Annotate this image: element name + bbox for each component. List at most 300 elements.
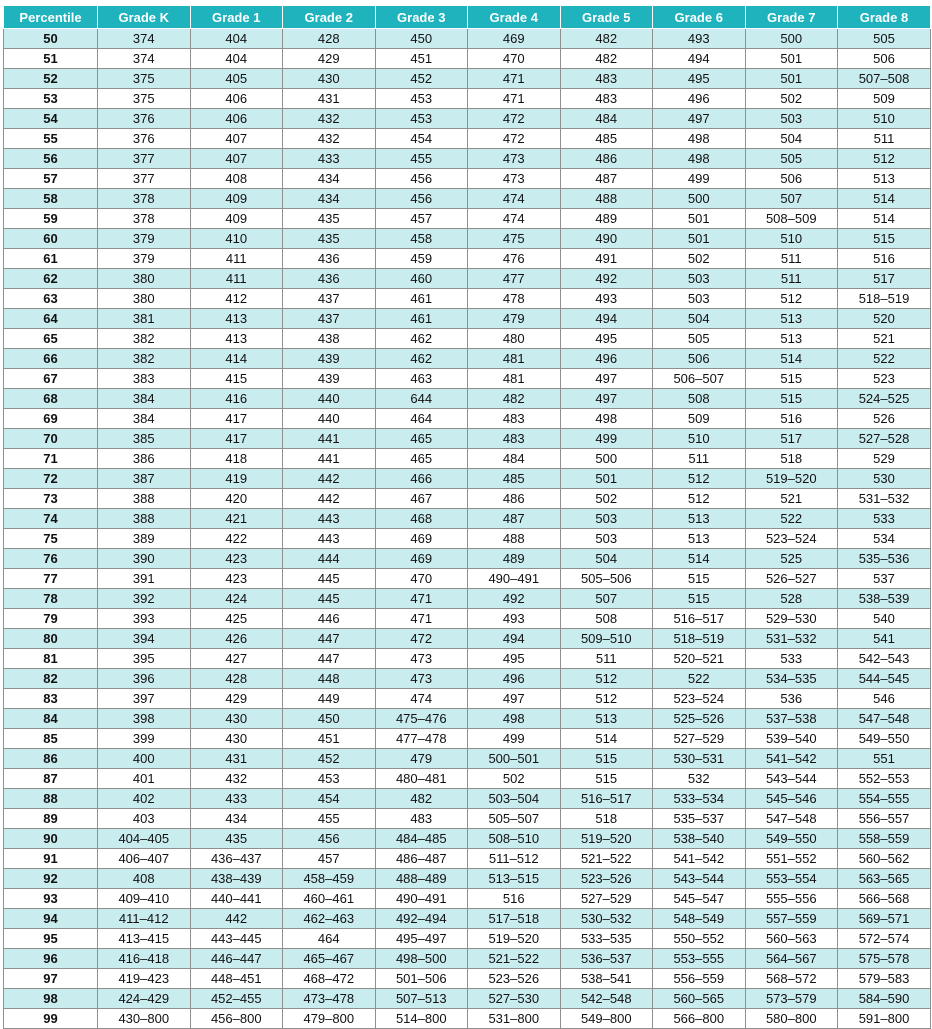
grade-1-cell: 420: [190, 489, 283, 509]
grade-1-cell: 432: [190, 769, 283, 789]
grade-3-cell: 644: [375, 389, 468, 409]
grade-1-cell: 411: [190, 249, 283, 269]
grade-6-cell: 496: [653, 89, 746, 109]
percentile-cell: 67: [4, 369, 98, 389]
grade-4-cell: 523–526: [468, 969, 561, 989]
grade-6-cell: 532: [653, 769, 746, 789]
grade-1-cell: 443–445: [190, 929, 283, 949]
grade-1-cell: 430: [190, 709, 283, 729]
grade-3-cell: 451: [375, 49, 468, 69]
table-row: [4, 369, 931, 389]
grade-7-cell: 528: [745, 589, 838, 609]
grade-7-cell: 511: [745, 249, 838, 269]
grade-k-cell: 379: [98, 229, 191, 249]
grade-4-cell: 475: [468, 229, 561, 249]
grade-k-cell: 386: [98, 449, 191, 469]
grade-1-cell: 446–447: [190, 949, 283, 969]
grade-3-cell: 469: [375, 549, 468, 569]
grade-1-cell: 422: [190, 529, 283, 549]
grade-k-cell: 413–415: [98, 929, 191, 949]
grade-4-cell: 496: [468, 669, 561, 689]
grade-5-cell: 504: [560, 549, 653, 569]
grade-2-cell: 444: [283, 549, 376, 569]
grade-8-cell: 522: [838, 349, 931, 369]
grade-k-cell: 378: [98, 209, 191, 229]
grade-7-cell: 523–524: [745, 529, 838, 549]
table-row: [4, 249, 931, 269]
grade-4-cell: 477: [468, 269, 561, 289]
grade-6-cell: 560–565: [653, 989, 746, 1009]
grade-7-cell: 553–554: [745, 869, 838, 889]
grade-4-cell: 474: [468, 189, 561, 209]
grade-6-cell: 516–517: [653, 609, 746, 629]
grade-3-cell: 469: [375, 529, 468, 549]
grade-k-cell: 388: [98, 509, 191, 529]
grade-5-cell: 494: [560, 309, 653, 329]
grade-5-cell: 487: [560, 169, 653, 189]
grade-3-cell: 450: [375, 29, 468, 49]
grade-2-cell: 451: [283, 729, 376, 749]
grade-k-cell: 411–412: [98, 909, 191, 929]
grade-6-cell: 512: [653, 489, 746, 509]
percentile-cell: 51: [4, 49, 98, 69]
table-row: [4, 949, 931, 969]
grade-8-cell: 540: [838, 609, 931, 629]
percentile-cell: 53: [4, 89, 98, 109]
grade-4-cell: 519–520: [468, 929, 561, 949]
grade-4-cell: 472: [468, 129, 561, 149]
grade-8-cell: 513: [838, 169, 931, 189]
percentile-cell: 92: [4, 869, 98, 889]
grade-3-cell: 465: [375, 449, 468, 469]
grade-k-cell: 391: [98, 569, 191, 589]
grade-4-cell: 494: [468, 629, 561, 649]
percentile-cell: 73: [4, 489, 98, 509]
grade-7-cell: 541–542: [745, 749, 838, 769]
grade-8-cell: 531–532: [838, 489, 931, 509]
grade-k-cell: 390: [98, 549, 191, 569]
grade-7-cell: 534–535: [745, 669, 838, 689]
grade-5-cell: 508: [560, 609, 653, 629]
table-row: [4, 189, 931, 209]
grade-7-cell: 508–509: [745, 209, 838, 229]
grade-1-cell: 410: [190, 229, 283, 249]
grade-3-cell: 470: [375, 569, 468, 589]
percentile-cell: 99: [4, 1009, 98, 1029]
grade-1-cell: 448–451: [190, 969, 283, 989]
grade-8-cell: 558–559: [838, 829, 931, 849]
header-grade-6: Grade 6: [653, 6, 746, 29]
grade-8-cell: 520: [838, 309, 931, 329]
grade-4-cell: 497: [468, 689, 561, 709]
grade-1-cell: 411: [190, 269, 283, 289]
table-row: [4, 329, 931, 349]
grade-8-cell: 560–562: [838, 849, 931, 869]
percentile-cell: 69: [4, 409, 98, 429]
grade-3-cell: 474: [375, 689, 468, 709]
grade-6-cell: 515: [653, 589, 746, 609]
grade-3-cell: 455: [375, 149, 468, 169]
grade-1-cell: 406: [190, 89, 283, 109]
grade-4-cell: 473: [468, 149, 561, 169]
grade-7-cell: 533: [745, 649, 838, 669]
grade-8-cell: 535–536: [838, 549, 931, 569]
grade-3-cell: 454: [375, 129, 468, 149]
grade-6-cell: 497: [653, 109, 746, 129]
grade-5-cell: 512: [560, 669, 653, 689]
grade-7-cell: 513: [745, 329, 838, 349]
percentile-cell: 76: [4, 549, 98, 569]
grade-1-cell: 413: [190, 329, 283, 349]
grade-k-cell: 377: [98, 149, 191, 169]
grade-7-cell: 555–556: [745, 889, 838, 909]
grade-8-cell: 556–557: [838, 809, 931, 829]
grade-4-cell: 486: [468, 489, 561, 509]
grade-6-cell: 494: [653, 49, 746, 69]
grade-6-cell: 495: [653, 69, 746, 89]
grade-5-cell: 493: [560, 289, 653, 309]
grade-8-cell: 523: [838, 369, 931, 389]
grade-6-cell: 511: [653, 449, 746, 469]
percentile-cell: 72: [4, 469, 98, 489]
grade-k-cell: 376: [98, 109, 191, 129]
grade-3-cell: 498–500: [375, 949, 468, 969]
grade-3-cell: 473: [375, 669, 468, 689]
grade-1-cell: 409: [190, 189, 283, 209]
percentile-cell: 63: [4, 289, 98, 309]
grade-8-cell: 530: [838, 469, 931, 489]
grade-3-cell: 461: [375, 289, 468, 309]
grade-6-cell: 499: [653, 169, 746, 189]
grade-2-cell: 432: [283, 129, 376, 149]
header-grade-7: Grade 7: [745, 6, 838, 29]
grade-5-cell: 502: [560, 489, 653, 509]
grade-k-cell: 376: [98, 129, 191, 149]
grade-7-cell: 501: [745, 49, 838, 69]
percentile-cell: 82: [4, 669, 98, 689]
header-grade-8: Grade 8: [838, 6, 931, 29]
grade-4-cell: 493: [468, 609, 561, 629]
grade-2-cell: 440: [283, 389, 376, 409]
grade-6-cell: 535–537: [653, 809, 746, 829]
grade-3-cell: 452: [375, 69, 468, 89]
grade-8-cell: 591–800: [838, 1009, 931, 1029]
percentile-cell: 50: [4, 29, 98, 49]
grade-6-cell: 513: [653, 529, 746, 549]
grade-5-cell: 505–506: [560, 569, 653, 589]
percentile-cell: 59: [4, 209, 98, 229]
percentile-cell: 54: [4, 109, 98, 129]
table-row: [4, 769, 931, 789]
grade-4-cell: 479: [468, 309, 561, 329]
grade-k-cell: 375: [98, 89, 191, 109]
grade-2-cell: 452: [283, 749, 376, 769]
header-grade-4: Grade 4: [468, 6, 561, 29]
grade-6-cell: 493: [653, 29, 746, 49]
grade-6-cell: 522: [653, 669, 746, 689]
grade-8-cell: 547–548: [838, 709, 931, 729]
grade-7-cell: 557–559: [745, 909, 838, 929]
grade-3-cell: 460: [375, 269, 468, 289]
table-row: [4, 309, 931, 329]
grade-3-cell: 482: [375, 789, 468, 809]
grade-3-cell: 495–497: [375, 929, 468, 949]
grade-k-cell: 399: [98, 729, 191, 749]
grade-8-cell: 533: [838, 509, 931, 529]
grade-4-cell: 483: [468, 429, 561, 449]
grade-7-cell: 513: [745, 309, 838, 329]
grade-2-cell: 445: [283, 569, 376, 589]
grade-8-cell: 529: [838, 449, 931, 469]
grade-k-cell: 385: [98, 429, 191, 449]
grade-8-cell: 552–553: [838, 769, 931, 789]
table-row: [4, 749, 931, 769]
grade-1-cell: 431: [190, 749, 283, 769]
grade-5-cell: 482: [560, 29, 653, 49]
percentile-cell: 62: [4, 269, 98, 289]
percentile-cell: 57: [4, 169, 98, 189]
grade-5-cell: 503: [560, 509, 653, 529]
grade-5-cell: 538–541: [560, 969, 653, 989]
grade-8-cell: 563–565: [838, 869, 931, 889]
grade-8-cell: 584–590: [838, 989, 931, 1009]
table-row: [4, 629, 931, 649]
grade-1-cell: 442: [190, 909, 283, 929]
grade-7-cell: 505: [745, 149, 838, 169]
grade-1-cell: 423: [190, 569, 283, 589]
grade-6-cell: 514: [653, 549, 746, 569]
grade-5-cell: 521–522: [560, 849, 653, 869]
table-row: [4, 569, 931, 589]
grade-5-cell: 491: [560, 249, 653, 269]
grade-k-cell: 374: [98, 49, 191, 69]
table-row: [4, 229, 931, 249]
table-row: [4, 129, 931, 149]
grade-5-cell: 486: [560, 149, 653, 169]
grade-4-cell: 500–501: [468, 749, 561, 769]
grade-4-cell: 472: [468, 109, 561, 129]
grade-3-cell: 471: [375, 609, 468, 629]
grade-2-cell: 442: [283, 469, 376, 489]
grade-k-cell: 424–429: [98, 989, 191, 1009]
grade-5-cell: 490: [560, 229, 653, 249]
table-row: [4, 969, 931, 989]
grade-5-cell: 516–517: [560, 789, 653, 809]
grade-k-cell: 377: [98, 169, 191, 189]
grade-6-cell: 548–549: [653, 909, 746, 929]
table-row: [4, 549, 931, 569]
grade-6-cell: 501: [653, 229, 746, 249]
grade-5-cell: 500: [560, 449, 653, 469]
grade-3-cell: 492–494: [375, 909, 468, 929]
percentile-cell: 87: [4, 769, 98, 789]
grade-1-cell: 407: [190, 129, 283, 149]
percentile-cell: 84: [4, 709, 98, 729]
grade-7-cell: 564–567: [745, 949, 838, 969]
grade-2-cell: 458–459: [283, 869, 376, 889]
percentile-cell: 64: [4, 309, 98, 329]
percentile-cell: 98: [4, 989, 98, 1009]
grade-2-cell: 439: [283, 369, 376, 389]
grade-6-cell: 506–507: [653, 369, 746, 389]
grade-5-cell: 549–800: [560, 1009, 653, 1029]
grade-k-cell: 392: [98, 589, 191, 609]
grade-2-cell: 447: [283, 649, 376, 669]
grade-4-cell: 481: [468, 349, 561, 369]
grade-6-cell: 566–800: [653, 1009, 746, 1029]
grade-3-cell: 473: [375, 649, 468, 669]
grade-8-cell: 514: [838, 189, 931, 209]
percentile-cell: 94: [4, 909, 98, 929]
header-row: [4, 6, 931, 29]
grade-6-cell: 553–555: [653, 949, 746, 969]
grade-1-cell: 404: [190, 29, 283, 49]
grade-k-cell: 396: [98, 669, 191, 689]
grade-k-cell: 382: [98, 329, 191, 349]
grade-k-cell: 398: [98, 709, 191, 729]
grade-2-cell: 436: [283, 249, 376, 269]
grade-4-cell: 498: [468, 709, 561, 729]
table-row: [4, 849, 931, 869]
grade-2-cell: 457: [283, 849, 376, 869]
grade-1-cell: 426: [190, 629, 283, 649]
grade-8-cell: 505: [838, 29, 931, 49]
grade-1-cell: 429: [190, 689, 283, 709]
grade-1-cell: 436–437: [190, 849, 283, 869]
grade-k-cell: 380: [98, 289, 191, 309]
grade-8-cell: 514: [838, 209, 931, 229]
table-row: [4, 589, 931, 609]
grade-6-cell: 504: [653, 309, 746, 329]
grade-7-cell: 547–548: [745, 809, 838, 829]
grade-k-cell: 380: [98, 269, 191, 289]
table-row: [4, 389, 931, 409]
grade-7-cell: 549–550: [745, 829, 838, 849]
grade-7-cell: 510: [745, 229, 838, 249]
grade-2-cell: 437: [283, 289, 376, 309]
grade-3-cell: 475–476: [375, 709, 468, 729]
header-grade-1: Grade 1: [190, 6, 283, 29]
grade-8-cell: 566–568: [838, 889, 931, 909]
grade-8-cell: 546: [838, 689, 931, 709]
table-row: [4, 929, 931, 949]
grade-k-cell: 409–410: [98, 889, 191, 909]
grade-k-cell: 416–418: [98, 949, 191, 969]
header-grade-k: Grade K: [98, 6, 191, 29]
grade-5-cell: 523–526: [560, 869, 653, 889]
grade-8-cell: 512: [838, 149, 931, 169]
grade-k-cell: 384: [98, 389, 191, 409]
percentile-cell: 95: [4, 929, 98, 949]
percentile-cell: 93: [4, 889, 98, 909]
table-header: [4, 6, 931, 29]
grade-4-cell: 513–515: [468, 869, 561, 889]
grade-5-cell: 488: [560, 189, 653, 209]
grade-4-cell: 480: [468, 329, 561, 349]
grade-6-cell: 520–521: [653, 649, 746, 669]
grade-k-cell: 397: [98, 689, 191, 709]
grade-4-cell: 521–522: [468, 949, 561, 969]
grade-3-cell: 468: [375, 509, 468, 529]
table-row: [4, 89, 931, 109]
table-row: [4, 409, 931, 429]
grade-8-cell: 534: [838, 529, 931, 549]
grade-3-cell: 458: [375, 229, 468, 249]
table-row: [4, 909, 931, 929]
grade-1-cell: 427: [190, 649, 283, 669]
grade-4-cell: 490–491: [468, 569, 561, 589]
grade-3-cell: 514–800: [375, 1009, 468, 1029]
grade-8-cell: 542–543: [838, 649, 931, 669]
grade-k-cell: 388: [98, 489, 191, 509]
percentile-cell: 68: [4, 389, 98, 409]
grade-4-cell: 483: [468, 409, 561, 429]
grade-8-cell: 518–519: [838, 289, 931, 309]
grade-2-cell: 450: [283, 709, 376, 729]
grade-k-cell: 401: [98, 769, 191, 789]
grade-3-cell: 472: [375, 629, 468, 649]
table-row: [4, 829, 931, 849]
grade-2-cell: 433: [283, 149, 376, 169]
grade-1-cell: 406: [190, 109, 283, 129]
grade-3-cell: 461: [375, 309, 468, 329]
grade-8-cell: 527–528: [838, 429, 931, 449]
grade-6-cell: 502: [653, 249, 746, 269]
percentile-cell: 70: [4, 429, 98, 449]
grade-7-cell: 519–520: [745, 469, 838, 489]
grade-5-cell: 515: [560, 749, 653, 769]
grade-1-cell: 413: [190, 309, 283, 329]
grade-3-cell: 486–487: [375, 849, 468, 869]
grade-5-cell: 492: [560, 269, 653, 289]
grade-8-cell: 521: [838, 329, 931, 349]
grade-3-cell: 459: [375, 249, 468, 269]
table-row: [4, 469, 931, 489]
grade-1-cell: 424: [190, 589, 283, 609]
header-grade-5: Grade 5: [560, 6, 653, 29]
grade-2-cell: 479–800: [283, 1009, 376, 1029]
grade-5-cell: 515: [560, 769, 653, 789]
grade-5-cell: 519–520: [560, 829, 653, 849]
grade-6-cell: 523–524: [653, 689, 746, 709]
percentile-cell: 97: [4, 969, 98, 989]
grade-2-cell: 434: [283, 189, 376, 209]
grade-5-cell: 509–510: [560, 629, 653, 649]
grade-2-cell: 431: [283, 89, 376, 109]
grade-4-cell: 478: [468, 289, 561, 309]
grade-7-cell: 503: [745, 109, 838, 129]
table-row: [4, 489, 931, 509]
grade-2-cell: 447: [283, 629, 376, 649]
percentile-cell: 78: [4, 589, 98, 609]
grade-k-cell: 378: [98, 189, 191, 209]
grade-6-cell: 530–531: [653, 749, 746, 769]
table-row: [4, 29, 931, 49]
grade-1-cell: 408: [190, 169, 283, 189]
grade-8-cell: 537: [838, 569, 931, 589]
grade-2-cell: 449: [283, 689, 376, 709]
grade-2-cell: 456: [283, 829, 376, 849]
grade-2-cell: 446: [283, 609, 376, 629]
grade-6-cell: 501: [653, 209, 746, 229]
grade-7-cell: 580–800: [745, 1009, 838, 1029]
grade-1-cell: 419: [190, 469, 283, 489]
grade-7-cell: 515: [745, 369, 838, 389]
grade-2-cell: 473–478: [283, 989, 376, 1009]
grade-3-cell: 484–485: [375, 829, 468, 849]
percentile-table: [3, 5, 931, 1029]
grade-6-cell: 538–540: [653, 829, 746, 849]
